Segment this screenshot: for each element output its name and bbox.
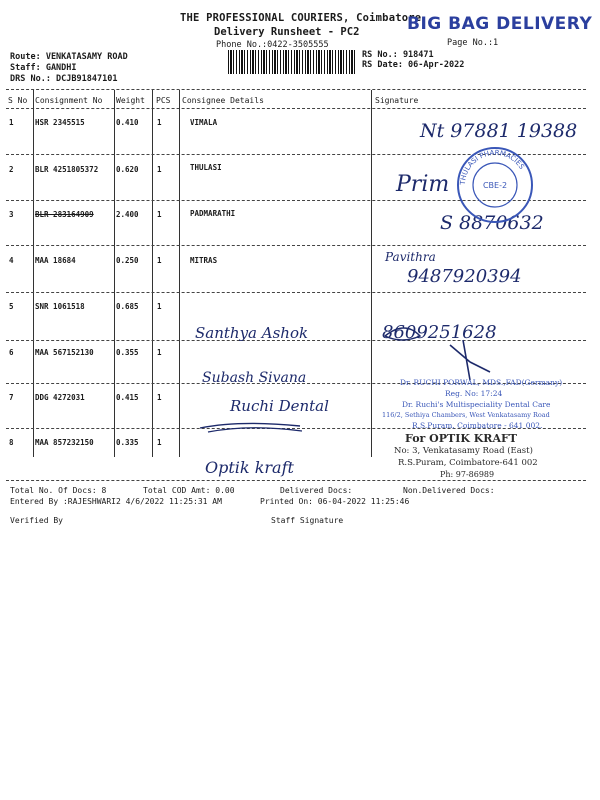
pharmacy-round-stamp [455, 145, 535, 225]
row-pcs: 1 [157, 210, 162, 219]
handwritten-signature-row3: S 8870632 [440, 212, 544, 234]
handwritten-signature-row1: Nt 97881 19388 [420, 120, 578, 142]
dental-stamp-line: Dr. Ruchi's Multispeciality Dental Care [402, 400, 551, 409]
row-sno: 6 [9, 348, 14, 357]
big-bag-delivery-stamp: BIG BAG DELIVERY [407, 14, 593, 34]
handwritten-phone-row5: 8609251628 [382, 322, 497, 343]
row-pcs: 1 [157, 348, 162, 357]
stamp-inner-text: CBE-2 [482, 181, 508, 190]
row-weight: 0.415 [116, 393, 139, 402]
row-consignee: THULASI [190, 163, 222, 172]
page-number: Page No.:1 [447, 38, 499, 48]
row-sno: 3 [9, 210, 14, 219]
col-header-pcs: PCS [156, 96, 171, 105]
row-weight: 0.620 [116, 165, 139, 174]
row-sno: 7 [9, 393, 14, 402]
row-pcs: 1 [157, 165, 162, 174]
total-docs: Total No. Of Docs: 8 [10, 486, 107, 495]
runsheet-title: Delivery Runsheet - PC2 [214, 26, 360, 38]
handwritten-name-row5: Santhya Ashok [195, 324, 309, 342]
route: Route: VENKATASAMY ROAD [10, 52, 128, 62]
col-header-consignee: Consignee Details [182, 96, 264, 105]
printed-on: Printed On: 06-04-2022 11:25:46 [260, 497, 410, 506]
row-sno: 5 [9, 302, 14, 311]
non-delivered-docs: Non.Delivered Docs: [403, 486, 495, 495]
dental-stamp-line: Dr. RUCHI PORWAL, MDS.,FAD(Germany) [400, 378, 563, 387]
handwritten-name-row7: Ruchi Dental [230, 397, 329, 415]
staff: Staff: GANDHI [10, 63, 77, 73]
optik-stamp-line: No: 3, Venkatasamy Road (East) [394, 446, 533, 456]
col-header-sno: S No [8, 96, 28, 105]
rs-date: RS Date: 06-Apr-2022 [362, 60, 465, 70]
rs-number: RS No.: 918471 [362, 50, 434, 60]
row-consignment: HSR 2345515 [35, 118, 85, 127]
handwritten-signature-row2: Prim [396, 172, 450, 197]
dental-stamp-line: 116/2, Sethiya Chambers, West Venkatasamy Road [382, 411, 550, 419]
row-weight: 0.410 [116, 118, 139, 127]
row-pcs: 1 [157, 438, 162, 447]
stamp-outer-text: THULASI PHARMACIES [458, 148, 526, 186]
verified-by-label: Verified By [10, 516, 63, 525]
row-consignment: MAA 857232150 [35, 438, 94, 447]
dental-stamp-line: Reg. No: 17:24 [445, 389, 503, 398]
row-sno: 8 [9, 438, 14, 447]
row-consignment: BLR 4251805372 [35, 165, 99, 174]
row-consignee: MITRAS [190, 256, 218, 265]
dental-stamp-line: R.S.Puram, Coimbatore - 641 002. [412, 421, 543, 430]
handwritten-phone-row4: 9487920394 [407, 266, 522, 287]
row-weight: 2.400 [116, 210, 139, 219]
delivered-docs: Delivered Docs: [280, 486, 353, 495]
col-header-weight: Weight [116, 96, 145, 105]
row-consignment: MAA 18684 [35, 256, 76, 265]
row-consignment: MAA 567152130 [35, 348, 94, 357]
row-pcs: 1 [157, 256, 162, 265]
row-sno: 4 [9, 256, 14, 265]
phone-number: Phone No.:0422-3505555 [216, 40, 329, 50]
handwritten-name-row6: Subash Sivana [202, 370, 307, 386]
row-weight: 0.685 [116, 302, 139, 311]
row-consignment: DDG 4272031 [35, 393, 85, 402]
handwritten-name-row4: Pavithra [385, 250, 436, 264]
optik-stamp-line: Ph: 97-86989 [440, 470, 495, 479]
row-pcs: 1 [157, 302, 162, 311]
drs-number: DRS No.: DCJB91847101 [10, 74, 118, 84]
col-header-consignment: Consignment No [35, 96, 103, 105]
row-consignee: PADMARATHI [190, 209, 236, 218]
company-name: THE PROFESSIONAL COURIERS, Coimbatore [180, 12, 422, 24]
row-consignment: BLR 283164909 [35, 210, 94, 219]
row-weight: 0.355 [116, 348, 139, 357]
row-pcs: 1 [157, 393, 162, 402]
optik-stamp-line: R.S.Puram, Coimbatore-641 002 [398, 458, 538, 468]
row-consignee: VIMALA [190, 118, 218, 127]
row-pcs: 1 [157, 118, 162, 127]
row-weight: 0.335 [116, 438, 139, 447]
entered-by: Entered By :RAJESHWARI2 4/6/2022 11:25:31 AM [10, 497, 222, 506]
row-sno: 2 [9, 165, 14, 174]
handwritten-name-row8: Optik kraft [205, 458, 294, 477]
row-consignment: SNR 1061518 [35, 302, 85, 311]
row-sno: 1 [9, 118, 14, 127]
total-cod-amount: Total COD Amt: 0.00 [143, 486, 235, 495]
col-header-signature: Signature [375, 96, 419, 105]
row-weight: 0.250 [116, 256, 139, 265]
optik-stamp-line: For OPTIK KRAFT [405, 432, 517, 445]
staff-signature-label: Staff Signature [271, 516, 344, 525]
